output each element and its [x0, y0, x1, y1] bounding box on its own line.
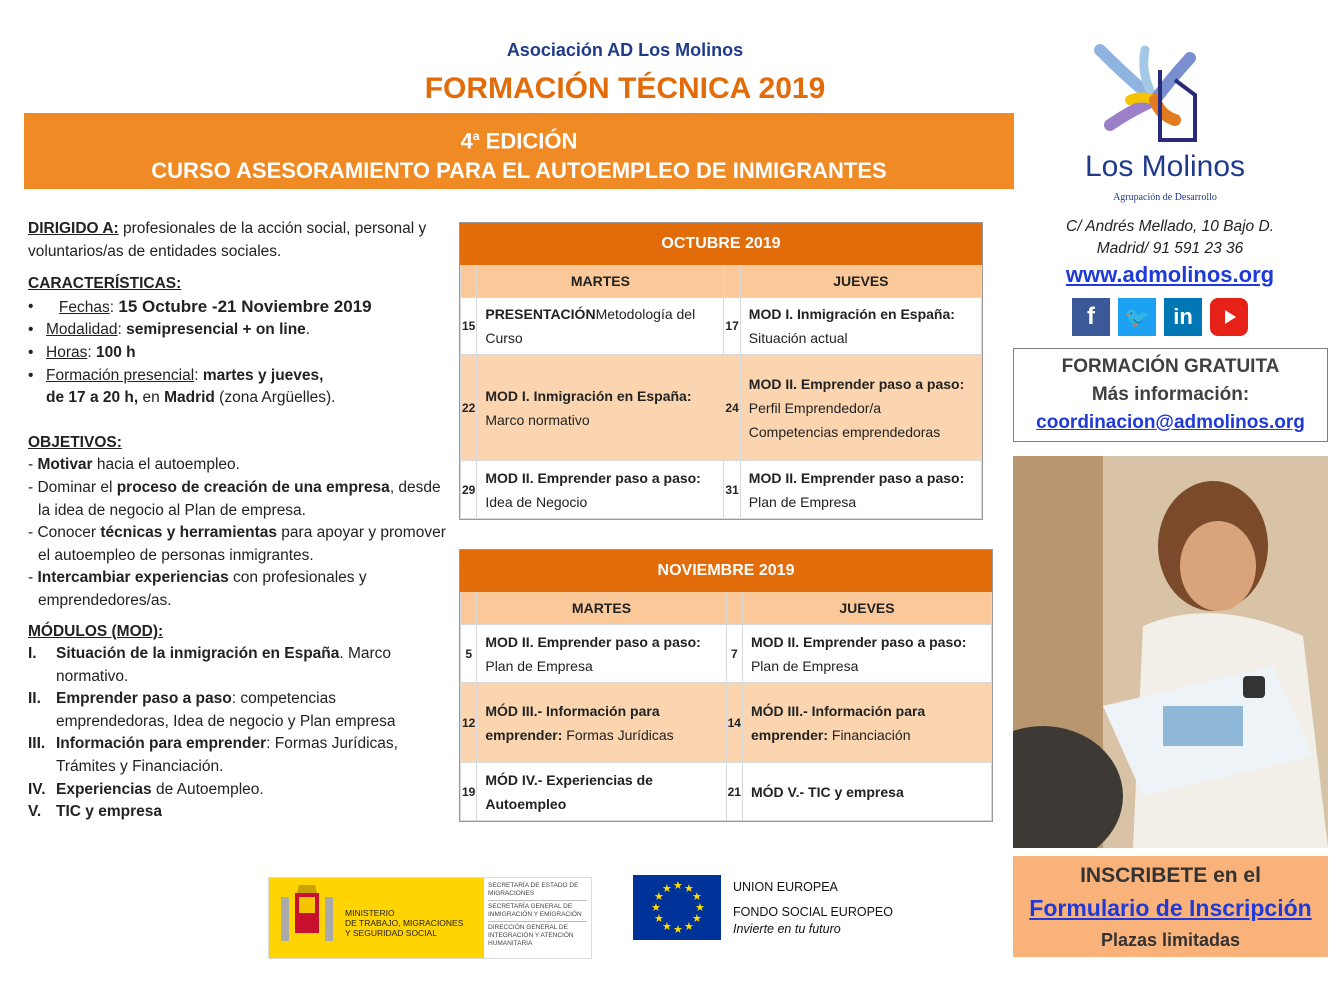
ministry-line-3: Y SEGURIDAD SOCIAL: [345, 928, 437, 938]
presencial-hours: de 17 a 20 h,: [46, 389, 139, 407]
module-item: V. TIC y empresa: [28, 803, 162, 821]
presencial-days: martes y jueves,: [202, 366, 324, 384]
eu-star-icon: ★: [673, 924, 683, 936]
table-row: [461, 683, 992, 763]
session-cell: MOD II. Emprender paso a paso: Idea de Negocio: [477, 461, 724, 519]
modality-label: Modalidad: [46, 321, 118, 339]
linkedin-icon[interactable]: in: [1164, 298, 1202, 336]
twitter-icon[interactable]: 🐦: [1118, 298, 1156, 336]
eu-star-icon: ★: [653, 891, 664, 903]
youtube-icon[interactable]: [1210, 298, 1248, 336]
eu-star-icon: ★: [651, 902, 661, 914]
day-number: 22: [461, 355, 477, 461]
day-number: 29: [461, 461, 477, 519]
objectives-list: [28, 454, 448, 612]
day-number: 19: [461, 763, 477, 821]
month-header: OCTUBRE 2019: [461, 224, 982, 265]
eu-motto: Invierte en tu futuro: [733, 922, 841, 936]
presencial-label: Formación presencial: [46, 366, 195, 384]
eu-star-icon: ★: [692, 891, 702, 903]
thursday-header: JUEVES: [742, 592, 991, 625]
list-item: • Modalidad: semipresencial + on line.: [28, 321, 311, 339]
ministry-dept-3: DIRECCIÓN GENERAL DE INTEGRACIÓN Y ATENCIÓN HUMANITARIA: [488, 924, 574, 947]
page-title: FORMACIÓN TÉCNICA 2019: [424, 72, 826, 105]
table-row: [461, 355, 982, 461]
eu-logo: [633, 875, 933, 940]
session-cell: MÓD V.- TIC y empresa: [742, 763, 991, 821]
ministry-dept-2: SECRETARÍA GENERAL DE INMIGRACIÓN Y EMIGRACIÓN: [488, 901, 587, 922]
modules-heading: MÓDULOS (MOD):: [28, 622, 164, 640]
modules-list: [28, 643, 448, 824]
eu-star-icon: ★: [673, 880, 683, 892]
los-molinos-logo: [1060, 40, 1270, 155]
eu-fund: FONDO SOCIAL EUROPEO: [733, 905, 893, 919]
edition-ordinal: a: [472, 129, 480, 143]
session-cell: MÓD III.- Información para emprender: Formas Jurídicas: [477, 683, 726, 763]
course-description: [28, 218, 448, 824]
website-link[interactable]: www.admolinos.org: [1065, 262, 1275, 287]
brand-subtitle: Agrupación de Desarrollo: [1113, 192, 1217, 203]
day-number: 24: [724, 355, 740, 461]
month-header: NOVIEMBRE 2019: [461, 551, 992, 592]
registration-box: [1013, 856, 1328, 957]
table-row: [461, 625, 992, 683]
dates-label: Fechas: [58, 298, 110, 316]
training-photo: [1013, 456, 1328, 848]
ministry-line-1: MINISTERIO: [345, 908, 395, 918]
ministry-dept-1: SECRETARÍA DE ESTADO DE MIGRACIONES: [488, 882, 587, 901]
module-item: IV. Experiencias de Autoempleo.: [28, 780, 264, 798]
edition-word: EDICIÓN: [479, 128, 578, 154]
session-cell: MOD I. Inmigración en España: Situación actual: [740, 298, 981, 355]
thursday-header: JUEVES: [740, 265, 981, 298]
eu-star-icon: ★: [662, 882, 672, 895]
session-cell: MÓD IV.- Experiencias de Autoempleo: [477, 763, 726, 821]
organization-name: Asociación AD Los Molinos: [506, 40, 744, 60]
session-cell: PRESENTACIÓNMetodología del Curso: [477, 298, 724, 355]
hours-value: 100 h: [95, 343, 136, 361]
register-line: INSCRIBETE en el: [1080, 864, 1261, 887]
contact-email-link[interactable]: coordinacion@admolinos.org: [1036, 412, 1305, 433]
tuesday-header: MARTES: [477, 592, 726, 625]
november-calendar: [459, 549, 993, 822]
objective-item: - Motivar hacia el autoempleo.: [28, 456, 240, 474]
features-heading: CARACTERÍSTICAS:: [28, 275, 182, 293]
eu-star-icon: ★: [684, 882, 694, 895]
table-row: [461, 461, 982, 519]
presencial-en: en: [138, 389, 165, 407]
session-cell: MOD I. Inmigración en España: Marco normativo: [477, 355, 724, 461]
coat-of-arms-icon: [277, 883, 337, 953]
info-box: [1013, 348, 1328, 442]
session-cell: MOD II. Emprender paso a paso: Plan de Empresa: [742, 625, 991, 683]
session-cell: MOD II. Emprender paso a paso: Perfil Emprendedor/a Competencias emprendedoras: [740, 355, 981, 461]
objectives-heading: OBJETIVOS:: [28, 433, 122, 451]
address-line-2: Madrid/ 91 591 23 36: [1096, 240, 1244, 257]
course-title: CURSO ASESORAMIENTO PARA EL AUTOEMPLEO DE INMIGRANTES: [151, 158, 887, 184]
table-row: [461, 298, 982, 355]
ministry-logo: [268, 877, 592, 959]
day-number: 5: [461, 625, 477, 683]
hours-label: Horas: [46, 343, 88, 361]
target-text: profesionales de la acción social, personal y voluntarios/as de entidades sociales.: [28, 220, 427, 260]
session-cell: MOD II. Emprender paso a paso: Plan de Empresa: [740, 461, 981, 519]
presencial-zone: (zona Argüelles).: [214, 389, 336, 407]
day-number: 21: [726, 763, 742, 821]
edition-banner: [24, 113, 1014, 189]
list-item: • Horas: 100 h: [28, 343, 136, 361]
eu-star-icon: ★: [692, 913, 702, 925]
objective-item: - Dominar el proceso de creación de una empresa, desde la idea de negocio al Plan de empresa.: [28, 478, 441, 519]
objective-item: - Intercambiar experiencias con profesionales y emprendedores/as.: [28, 569, 367, 609]
dates-value: 15 Octubre -21 Noviembre 2019: [118, 296, 372, 316]
day-number: 12: [461, 683, 477, 763]
target-audience: [28, 218, 448, 263]
day-number: 14: [726, 683, 742, 763]
module-item: I. Situación de la inmigración en España. Marco normativo.: [28, 645, 392, 685]
day-number: 15: [461, 298, 477, 355]
session-cell: MOD II. Emprender paso a paso: Plan de Empresa: [477, 625, 726, 683]
eu-star-icon: ★: [695, 902, 705, 914]
more-info: Más información:: [1091, 384, 1250, 405]
eu-star-icon: ★: [653, 913, 664, 925]
objective-item: - Conocer técnicas y herramientas para apoyar y promover el autoempleo de personas inmigrantes.: [28, 524, 446, 564]
day-number: 7: [726, 625, 742, 683]
session-cell: MÓD III.- Información para emprender: Financiación: [742, 683, 991, 763]
brand-name: Los Molinos: [1084, 150, 1246, 183]
list-item: • Fechas: 15 Octubre -21 Noviembre 2019: [28, 296, 372, 316]
module-item: III. Información para emprender: Formas Jurídicas, Trámites y Financiación.: [28, 735, 398, 776]
eu-star-icon: ★: [684, 921, 694, 934]
modality-value: semipresencial + on line: [126, 321, 306, 339]
eu-title: UNION EUROPEA: [733, 880, 838, 894]
registration-form-link[interactable]: Formulario de Inscripción: [1029, 895, 1312, 921]
list-item: • Formación presencial: martes y jueves, de 17 a 20 h, en Madrid (zona Argüelles).: [28, 366, 336, 407]
eu-flag-icon: [633, 875, 721, 940]
facebook-icon[interactable]: f: [1072, 298, 1110, 336]
edition-number: 4: [460, 128, 473, 154]
october-calendar: [459, 222, 983, 520]
day-number: 17: [724, 298, 740, 355]
presencial-city: Madrid: [164, 389, 215, 407]
free-training: FORMACIÓN GRATUITA: [1061, 356, 1280, 377]
target-label: DIRIGIDO A:: [28, 220, 119, 237]
day-number: 31: [724, 461, 740, 519]
tuesday-header: MARTES: [477, 265, 724, 298]
table-row: [461, 763, 992, 821]
ministry-line-2: DE TRABAJO, MIGRACIONES: [345, 918, 464, 928]
limited-places: Plazas limitadas: [1100, 930, 1241, 950]
eu-star-icon: ★: [662, 921, 672, 934]
address: [1020, 216, 1320, 260]
module-item: II. Emprender paso a paso: competencias emprendedoras, Idea de negocio y Plan empresa: [28, 690, 396, 730]
address-line-1: C/ Andrés Mellado, 10 Bajo D.: [1066, 218, 1274, 235]
social-links: [1072, 298, 1248, 336]
